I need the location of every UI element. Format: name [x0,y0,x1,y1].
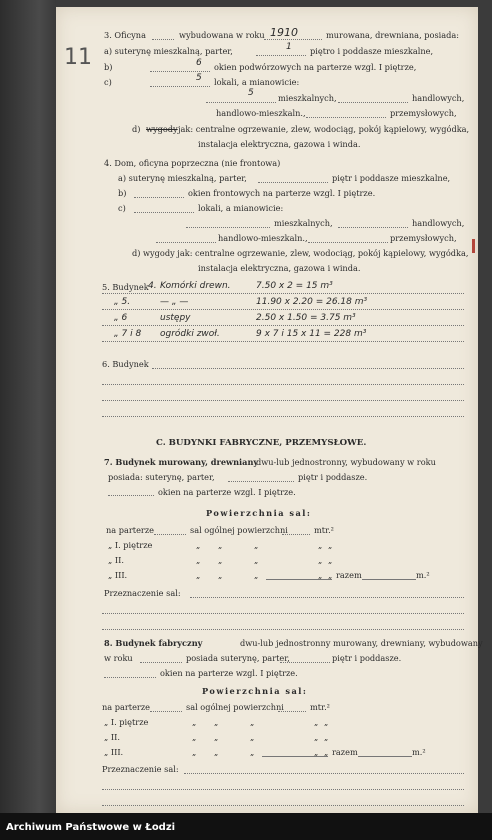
s3-built-label: wybudowana w roku [179,30,265,40]
s7-windows: okien na parterze wzgl. I piętrze. [158,487,296,497]
s4-b: b) [118,188,127,198]
s3-c-value: 5 [196,73,202,83]
s5-row-2-desc: — „ — [160,297,189,307]
s3-label: 3. Oficyna [104,30,146,40]
s4-commercial: handlowych, [412,218,465,228]
s4-d: d) wygody jak: centralne ogrzewanie, zlew, wodociąg, pokój kąpielowy, wygódka, [132,248,469,258]
red-mark [472,239,475,253]
s8-has: posiada suterynę, parter, [186,653,290,663]
ditto: „ [250,717,255,727]
s7-has: posiada: suterynę, parter, [108,472,215,482]
s8-built: dwu-lub jednostronny murowany, drewniany, wybudowany [240,638,483,648]
s5-row-2-calc: 11.90 x 2.20 = 26.18 m³ [256,297,368,307]
s4-industrial: przemysłowych, [390,233,457,243]
ditto: „ [324,747,329,757]
ditto: „ [196,555,201,565]
s3-d-struck: wygody [146,124,178,134]
s5-row-3-desc: ustępy [160,313,191,323]
s4-b-rest: okien frontowych na parterze wzgl. I piętrze. [188,188,376,198]
ditto: „ [254,555,259,565]
ditto: „ [250,747,255,757]
s5-row-1-prefix: 4. [148,281,157,291]
s7-halls-area: sal ogólnej powierzchni [190,525,288,535]
s4-residential: mieszkalnych, [274,218,333,228]
ditto: „ [250,732,255,742]
s8-halls-area: sal ogólnej powierzchni [186,702,284,712]
s3-a-rest: piętro i poddasze mieszkalne, [310,46,434,56]
s8-ground-floor: na parterze [102,702,151,712]
s3-residential-value: 5 [248,88,254,98]
s8-first-floor: „ I. piętrze [104,717,149,727]
s4-label: 4. Dom, oficyna poprzeczna (nie frontowa) [104,158,281,168]
s3-d-rest: jak: centralne ogrzewanie, zlew, wodociąg, pokój kąpielowy, wygódka, [178,124,470,134]
s4-installation: instalacja elektryczna, gazowa i winda. [198,263,361,273]
ditto: „ [218,555,223,565]
s3-b-rest: okien podwórzowych na parterze wzgl. I piętrze, [214,62,417,72]
s7-first-floor: „ I. piętrze [108,540,153,550]
s5-label: 5. Budynek [102,282,149,292]
s4-mixed: handlowo-mieszkaln., [218,233,308,243]
ditto: „ [214,717,219,727]
s3-material: murowana, drewniana, posiada: [326,30,460,40]
ditto: „ [328,555,333,565]
document-page [56,7,483,813]
s4-c: c) [118,203,126,213]
s3-year: 1910 [270,26,298,39]
ditto: „ [214,747,219,757]
ditto: „ [218,540,223,550]
ditto: „ [196,570,201,580]
s7-built: dwu-lub jednostronny, wybudowany w roku [256,457,436,467]
ditto: „ [318,540,323,550]
archive-footer [0,813,492,840]
s3-a: a) suterynę mieszkalną, parter, [104,46,233,56]
s7-label: 7. Budynek murowany, drewniany [104,457,259,467]
ditto: „ [328,540,333,550]
ditto: „ [318,570,323,580]
s5-row-3-prefix: „ 6 [114,313,128,323]
s8-year-label: w roku [104,653,133,663]
ditto: „ [214,732,219,742]
s7-purpose: Przeznaczenie sal: [104,588,181,598]
s7-second-floor: „ II. [108,555,124,565]
s8-windows: okien na parterze wzgl. I piętrze. [160,668,298,678]
s4-a-rest: piętr i poddasze mieszkalne, [332,173,451,183]
ditto: „ [192,747,197,757]
s3-b: b) [104,62,113,72]
ditto: „ [254,540,259,550]
archive-name: Archiwum Państwowe w Łodzi [6,822,176,833]
s8-label: 8. Budynek fabryczny [104,638,203,648]
page-number: 11 [64,45,92,70]
s8-area-title: Powierzchnia sal: [202,686,308,696]
s4-a: a) suterynę mieszkalną, parter, [118,173,247,183]
s7-ground-floor: na parterze [106,525,155,535]
s3-industrial: przemysłowych, [390,108,457,118]
s8-purpose: Przeznaczenie sal: [102,764,179,774]
s7-floors: piętr i poddasze. [298,472,368,482]
s5-row-1-desc: Komórki drewn. [160,281,231,291]
s3-c-rest: lokali, a mianowicie: [214,77,300,87]
ditto: „ [314,717,319,727]
s3-commercial: handlowych, [412,93,465,103]
s7-area-title: Powierzchnia sal: [206,508,312,518]
ditto: „ [218,570,223,580]
s5-row-2-prefix: „ 5. [114,297,131,307]
s7-total: razem [336,570,362,580]
s8-floors: piętr i poddasze. [332,653,402,663]
s5-row-4-prefix: „ 7 i 8 [114,329,142,339]
ditto: „ [318,555,323,565]
ditto: „ [314,732,319,742]
s8-total: razem [332,747,358,757]
s3-mixed: handlowo-mieszkaln., [216,108,306,118]
s5-row-4-desc: ogródki zwoł. [160,329,220,339]
ditto: „ [314,747,319,757]
s8-mtr: mtr.² [310,702,330,712]
s3-b-value: 6 [196,58,202,68]
s5-row-1-calc: 7.50 x 2 = 15 m³ [256,281,333,291]
s4-c-rest: lokali, a mianowicie: [198,203,284,213]
s6-label: 6. Budynek [102,359,149,369]
s3-d: d) [132,124,141,134]
ditto: „ [254,570,259,580]
s3-a-value: 1 [286,42,292,52]
ditto: „ [324,717,329,727]
s3-installation: instalacja elektryczna, gazowa i winda. [198,139,361,149]
s8-second-floor: „ II. [104,732,120,742]
ditto: „ [196,540,201,550]
s5-row-3-calc: 2.50 x 1.50 = 3.75 m³ [256,313,356,323]
s5-row-4-calc: 9 x 7 i 15 x 11 = 228 m³ [256,329,367,339]
s7-m2: m.² [416,570,430,580]
s8-third-floor: „ III. [104,747,124,757]
s3-residential: mieszkalnych, [278,93,337,103]
ditto: „ [324,732,329,742]
s8-m2: m.² [412,747,426,757]
s7-mtr: mtr.² [314,525,334,535]
s3-c: c) [104,77,112,87]
ditto: „ [192,717,197,727]
section-c-title: C. BUDYNKI FABRYCZNE, PRZEMYSŁOWE. [156,438,367,448]
ditto: „ [328,570,333,580]
s7-third-floor: „ III. [108,570,128,580]
binding-edge [0,0,56,813]
ditto: „ [192,732,197,742]
